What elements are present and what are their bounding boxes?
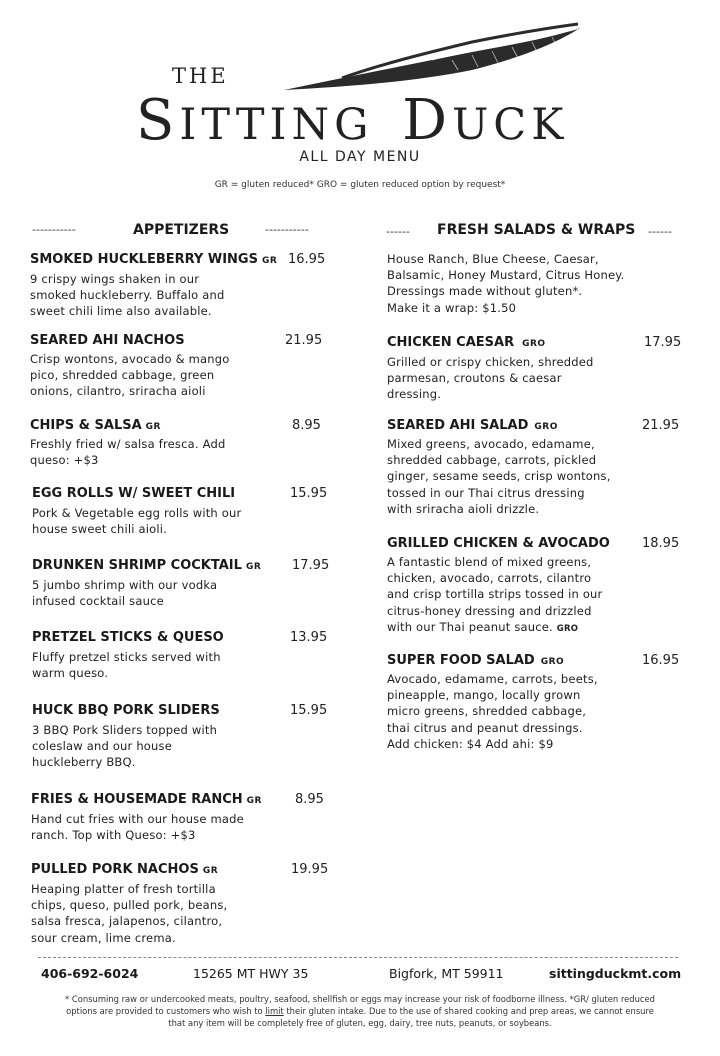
footer-divider	[38, 957, 678, 958]
item-price: 18.95	[642, 536, 680, 551]
menu-item	[32, 703, 367, 771]
item-name: EGG ROLLS W/ SWEET CHILI	[32, 486, 236, 501]
menu-item	[32, 486, 367, 537]
menu-subtitle: ALL DAY MENU	[299, 149, 421, 165]
item-description: 9 crispy wings shaken in our smoked huckleberry. Buffalo and sweet chili lime also available.	[30, 272, 225, 319]
menu-item	[30, 418, 365, 468]
item-description: Freshly fried w/ salsa fresca. Add queso: +$3	[30, 437, 226, 468]
item-description: Grilled or crispy chicken, shredded parmesan, croutons & caesar dressing.	[387, 355, 594, 402]
item-name: HUCK BBQ PORK SLIDERS	[32, 703, 220, 718]
item-description: Avocado, edamame, carrots, beets, pineapple, mango, locally grown micro greens, shredded cabbage, thai citrus and peanut dressings. Add chicken: $4 Add ahi: $9	[387, 672, 598, 751]
item-name: DRUNKEN SHRIMP COCKTAIL GR	[32, 558, 262, 573]
item-price: 21.95	[285, 333, 323, 348]
gluten-legend: GR = gluten reduced* GRO = gluten reduced option by request*	[214, 180, 506, 190]
dressings-intro: House Ranch, Blue Cheese, Caesar, Balsamic, Honey Mustard, Citrus Honey. Dressings made without gluten*. Make it a wrap: $1.50	[387, 252, 625, 315]
disclaimer: * Consuming raw or undercooked meats, poultry, seafood, shellfish or eggs may increase your risk of foodborne illness. *GR/ gluten reduced options are provided to customers who wish to limit their gluten intake. Due to the use of shared cooking and prep areas, we cannot ensure that any item will be completely free of gluten, egg, dairy, tree nuts, peanuts, or soybeans.	[65, 994, 655, 1028]
website-link[interactable]: sittingduckmt.com	[549, 966, 682, 981]
item-name: SEARED AHI SALAD GRO	[387, 418, 558, 433]
gro-tag: GRO	[556, 623, 579, 634]
item-name: CHICKEN CAESAR GRO	[387, 335, 546, 350]
menu-item	[31, 792, 366, 843]
logo	[0, 20, 720, 153]
item-name: SMOKED HUCKLEBERRY WINGS GR	[30, 252, 278, 267]
section-title-salads: FRESH SALADS & WRAPS	[437, 222, 636, 238]
menu-item	[387, 418, 687, 517]
item-price: 17.95	[292, 558, 330, 573]
item-description: Hand cut fries with our house made ranch. Top with Queso: +$3	[31, 812, 244, 843]
item-name: GRILLED CHICKEN & AVOCADO	[387, 536, 610, 551]
item-description: Crisp wontons, avocado & mango pico, shredded cabbage, green onions, cilantro, sriracha aioli	[30, 352, 230, 399]
section-divider: -----------	[265, 223, 309, 236]
item-name: PULLED PORK NACHOS GR	[31, 862, 219, 877]
item-name: FRIES & HOUSEMADE RANCH GR	[31, 792, 262, 807]
phone-number[interactable]: 406-692-6024	[41, 966, 139, 981]
section-title-appetizers: APPETIZERS	[133, 222, 230, 238]
city: Bigfork, MT 59911	[389, 966, 504, 981]
item-price: 19.95	[291, 862, 329, 877]
item-price: 16.95	[642, 653, 680, 668]
item-price: 13.95	[290, 630, 328, 645]
item-price: 8.95	[295, 792, 324, 807]
item-description: A fantastic blend of mixed greens, chicken, avocado, carrots, cilantro and crisp tortilla strips tossed in our citrus-honey dressing and drizzled with our Thai peanut sauce. GRO	[387, 555, 603, 634]
item-name: CHIPS & SALSA GR	[30, 418, 161, 433]
menu-item	[31, 862, 366, 946]
logo-the: THE	[172, 64, 229, 88]
item-description: Mixed greens, avocado, edamame, shredded cabbage, carrots, pickled ginger, sesame seeds, crisp wontons, tossed in our Thai citrus dressing with sriracha aioli drizzle.	[387, 437, 611, 516]
menu-item	[32, 630, 367, 681]
item-price: 16.95	[288, 252, 326, 267]
item-description: Pork & Vegetable egg rolls with our house sweet chili aioli.	[32, 506, 242, 537]
section-divider: ------	[386, 225, 410, 238]
item-name: SUPER FOOD SALAD GRO	[387, 653, 565, 668]
menu-item	[30, 252, 365, 320]
item-price: 17.95	[644, 335, 682, 350]
section-divider: ------	[648, 225, 672, 238]
item-description: Fluffy pretzel sticks served with warm queso.	[32, 650, 221, 681]
item-name: SEARED AHI NACHOS	[30, 333, 185, 348]
menu-item	[32, 558, 367, 609]
menu-item	[30, 333, 365, 400]
item-description: 5 jumbo shrimp with our vodka infused cocktail sauce	[32, 578, 218, 609]
menu-item	[387, 653, 687, 752]
address: 15265 MT HWY 35	[193, 966, 309, 981]
logo-wordmark: SITTING DUCK	[136, 88, 569, 153]
item-price: 15.95	[290, 486, 328, 501]
section-divider: -----------	[32, 223, 76, 236]
item-description: Heaping platter of fresh tortilla chips, queso, pulled pork, beans, salsa fresca, jalapenos, cilantro, sour cream, lime crema.	[31, 882, 228, 945]
item-price: 21.95	[642, 418, 680, 433]
menu-item	[387, 335, 687, 403]
item-description: 3 BBQ Pork Sliders topped with coleslaw and our house huckleberry BBQ.	[32, 723, 218, 770]
item-price: 15.95	[290, 703, 328, 718]
item-name: PRETZEL STICKS & QUESO	[32, 630, 224, 645]
menu-item	[387, 536, 687, 637]
item-price: 8.95	[292, 418, 321, 433]
